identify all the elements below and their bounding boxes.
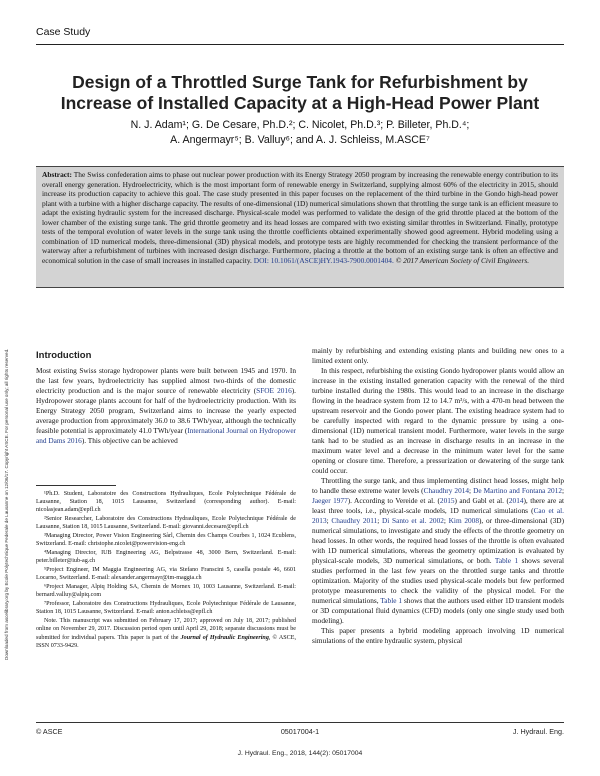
throttling-text-3: ; — [562, 486, 565, 495]
paper-title: Design of a Throttled Surge Tank for Refurbishment by Increase of Installed Capacity at a High-Head Power Plant — [60, 72, 540, 113]
ref-sfoe-2016[interactable]: SFOE 2016 — [256, 386, 292, 395]
author-line-2: A. Angermayr⁵; B. Valluy⁶; and A. J. Schleiss, M.ASCE⁷ — [170, 134, 430, 146]
author-line-1: N. J. Adam¹; G. De Cesare, Ph.D.²; C. Nicolet, Ph.D.³; P. Billeter, Ph.D.⁴; — [130, 119, 470, 131]
throttling-text-12: shows that the authors used either 1D transient models or 3D computational fluid dynamics (CFD) models (only one single study used both modeling). — [312, 596, 564, 625]
paragraph-hybrid: This paper presents a hybrid modeling approach involving 1D numerical simulations of the entire hydraulic system, physical — [312, 626, 564, 645]
ref-table-1[interactable]: Table 1 — [494, 556, 519, 565]
footnote-3: ³Managing Director, Power Vision Engineering Sàrl, Chemin des Champs Courbes 1, 1024 Ecublens, Switzerland. E-mail: christophe.nicolet@powervision-eng.ch — [36, 533, 296, 548]
footer-journal: J. Hydraul. Eng. — [512, 727, 564, 736]
ref-chaudhry-2014[interactable]: Chaudhry 2014 — [423, 486, 470, 495]
introduction-heading: Introduction — [36, 350, 92, 361]
side-note-text: Downloaded from ascelibrary.org by Ecole Polytechnique Federale de Lausanne on 12/06/17. Copyright ASCE. For personal use only; all rights reserved. — [4, 348, 9, 660]
ref-chaudhry-2011[interactable]: Chaudhry 2011 — [331, 516, 378, 525]
throttling-text-7: ; — [326, 516, 332, 525]
paragraph-refurbishing: In this respect, refurbishing the existing Gondo hydropower plants would allow an increase in the existing installed generation capacity with the renewal of the third turbine installed during the 1980s. This would lead to an increase in the discharge flowing in the headrace system from 12 to 14.7 m³/s, with a 470-m head between the upstream reservoir and the Gondo power plant. The existing headrace system had to be carefully inspected with regard to the dynamic pressure by using a one-dimensional (1D) numerical transient model. Furthermore, water levels in the surge tank had to be studied as an increase in discharge results in an increase in the maximum water level and a decrease in the minimum water level for the same opening or closure time. Therefore, a pressurization or dewatering of the surge tank could occur. — [312, 366, 564, 475]
footnotes — [36, 490, 296, 651]
note-text-b: , © ASCE, ISSN 0733-9429. — [36, 634, 296, 649]
left-column-body — [36, 366, 296, 446]
abstract-label: Abstract: — [42, 170, 72, 179]
abstract-copyright: © 2017 American Society of Civil Engineers. — [395, 255, 530, 265]
footnote-rule — [36, 485, 116, 486]
ref-cao-2013[interactable]: Cao et al. 2013 — [312, 506, 564, 525]
note-text-a: Note. This manuscript was submitted on February 17, 2017; approved on July 18, 2017; published online on November 29, 2017. Discussion period open until April 29, 2018; separate discussions must be submitted for individual papers. This paper is part of the — [36, 618, 296, 641]
footer-page-id: 05017004-1 — [280, 727, 320, 736]
ref-vereide-2015[interactable]: 2015 — [439, 496, 455, 505]
intro-text-c: ). This objective can be achieved — [81, 436, 178, 445]
throttling-text-10: ), or three-dimensional (3D) numerical simulations, to investigate and study the effects of the throttle geometry on head losses. In other words, the required head losses of the throttle is often evaluated with 1D numerical simulations, whereas the geometry optimization is evaluated by physical-scale models, 3D numerical simulations, or both. — [312, 516, 564, 565]
footnote-5: ⁵Project Engineer, IM Maggia Engineering AG, via Stefano Franscini 5, casella postale 46, 6601 Locarno, Switzerland. E-mail: alexander.angermayr@im-maggia.ch — [36, 567, 296, 582]
paragraph-throttling — [312, 476, 564, 626]
abstract-body: The Swiss confederation aims to phase out nuclear power production with its Energy Strategy 2050 program by increasing the renewable energy contribution to its overall energy generation. Hydroelectricity, which is the most important form of renewable energy in Switzerland, supplying almost 60% of the electricity in 2015, should increase its production capacity to achieve this goal. The case study presented in this paper focuses on the replacement of the third turbine in the Gondo high-head power plant with a turbine with a higher discharge capacity. The results of one-dimensional (1D) numerical simulations shown that throttling the surge tank is an efficient measure to adapt the existing hydraulic system for the increased discharge. Physical-scale model was performed to validate the design of the grid throttle placed at the bottom of the lower chamber of the existing surge tank. The grid throttle geometry and its head losses are compared with two existing similar throttles in Switzerland. Finally, prototype tests of the temporal evolution of water levels in the surge tank using the throttle coefficients obtained experimentally showed good agreement. Hybrid modeling using a combination of 1D numerical models, three-dimensional (3D) physical models, and prototype tests are highly recommended for checking the transient performance of the waterway after a refurbishment of turbines with increased design discharge. Furthermore, placing a throttle at the bottom of an existing surge tank is often an effective and economical solution in the case of small increases in installed capacity. — [42, 170, 558, 265]
ref-jaeger-1977[interactable]: Jaeger 1977 — [312, 496, 348, 505]
footnote-1: ¹Ph.D. Student, Laboratoire des Constructions Hydrauliques, Ecole Polytechnique Fédérale de Lausanne, Station 18, 1015 Lausanne, Switzerland (corresponding author). E-mail: nicolasjean.adam@epfl.ch — [36, 491, 296, 514]
abstract-box — [36, 166, 564, 288]
ref-kim-2008[interactable]: Kim 2008 — [448, 516, 479, 525]
ref-gabl-2014[interactable]: 2014 — [508, 496, 524, 505]
paragraph-continued: mainly by refurbishing and extending existing plants and building new ones to a limited extent only. — [312, 346, 564, 365]
ref-table-1-second[interactable]: Table 1 — [380, 596, 403, 605]
footnote-6: ⁶Project Manager, Alpiq Holding SA, Chemin de Mornex 10, 1003 Lausanne, Switzerland. E-mail: bernard.valluy@alpiq.com — [36, 584, 296, 599]
footnote-7: ⁷Professor, Laboratoire des Constructions Hydrauliques, Ecole Polytechnique Fédérale de Lausanne, Station 18, 1015 Lausanne, Switzerland. E-mail: anton.schleiss@epfl.ch — [36, 601, 296, 616]
throttling-text-1: Throttling the surge tank, and thus implementing distinct head losses, might help to handle these extreme water levels ( — [312, 476, 564, 495]
intro-text-a: Most existing Swiss storage hydropower plants were built between 1945 and 1970. In the last few years, hydroelectricity has supplied almost two-thirds of the domestic electricity production and is the major source of renewable electricity ( — [36, 366, 296, 395]
section-label: Case Study — [36, 26, 91, 38]
throttling-text-11: shows several studies performed in the last few years on the throttled surge tanks and throttle optimization. Majority of the studies used physical-scale models but few performed prototype measurements to check the validity of the physical model. For the numerical simulations, — [312, 556, 565, 605]
footnote-2: ²Senior Researcher, Laboratoire des Constructions Hydrauliques, Ecole Polytechnique Fédérale de Lausanne, Station 18, 1015 Lausanne, Switzerland. E-mail: giovanni.decesare@epfl.ch — [36, 516, 296, 531]
doi-link[interactable]: DOI: 10.1061/(ASCE)HY.1943-7900.0001404. — [253, 255, 394, 265]
ref-di-santo-2002[interactable]: Di Santo et al. 2002 — [382, 516, 444, 525]
submission-note — [36, 617, 296, 650]
throttling-text-5: ) and Gabl et al. ( — [454, 496, 509, 505]
abstract — [42, 170, 558, 265]
throttling-text-9: ; — [443, 516, 449, 525]
intro-paragraph — [36, 366, 296, 446]
ref-hydropower-dams-2016[interactable]: International Journal on Hydropower and Dams 2016 — [36, 426, 296, 445]
journal-name: Journal of Hydraulic Engineering — [180, 634, 269, 641]
throttling-text-2: ; — [469, 486, 474, 495]
author-list — [40, 118, 560, 148]
ref-de-martino-fontana-2012[interactable]: De Martino and Fontana 2012 — [473, 486, 562, 495]
throttling-text-4: ). According to Vereide et al. ( — [347, 496, 440, 505]
footer-rule — [36, 722, 564, 723]
intro-text-b: ). Hydropower storage plants account for half of the hydroelectricity production. With its Energy Strategy 2050 program, Switzerland aims to increase the yearly expected average production from approximately 36.0 to 38.6 TWh/year, although the technically feasible potential is approximately 41.0 TWh/year ( — [36, 386, 296, 435]
right-column — [312, 346, 564, 646]
footnote-4: ⁴Managing Director, IUB Engineering AG, Belpstrasse 48, 3000 Bern, Switzerland. E-mail: peter.billeter@iub-ag.ch — [36, 550, 296, 565]
footer-publisher: © ASCE — [36, 727, 63, 736]
download-side-note — [3, 120, 13, 660]
throttling-text-8: ; — [377, 516, 383, 525]
citation-line: J. Hydraul. Eng., 2018, 144(2): 05017004 — [237, 750, 363, 757]
throttling-text-6: ), there are at least three tools, i.e., physical-scale models, 1D numerical simulations ( — [312, 496, 564, 515]
top-rule — [36, 44, 564, 45]
